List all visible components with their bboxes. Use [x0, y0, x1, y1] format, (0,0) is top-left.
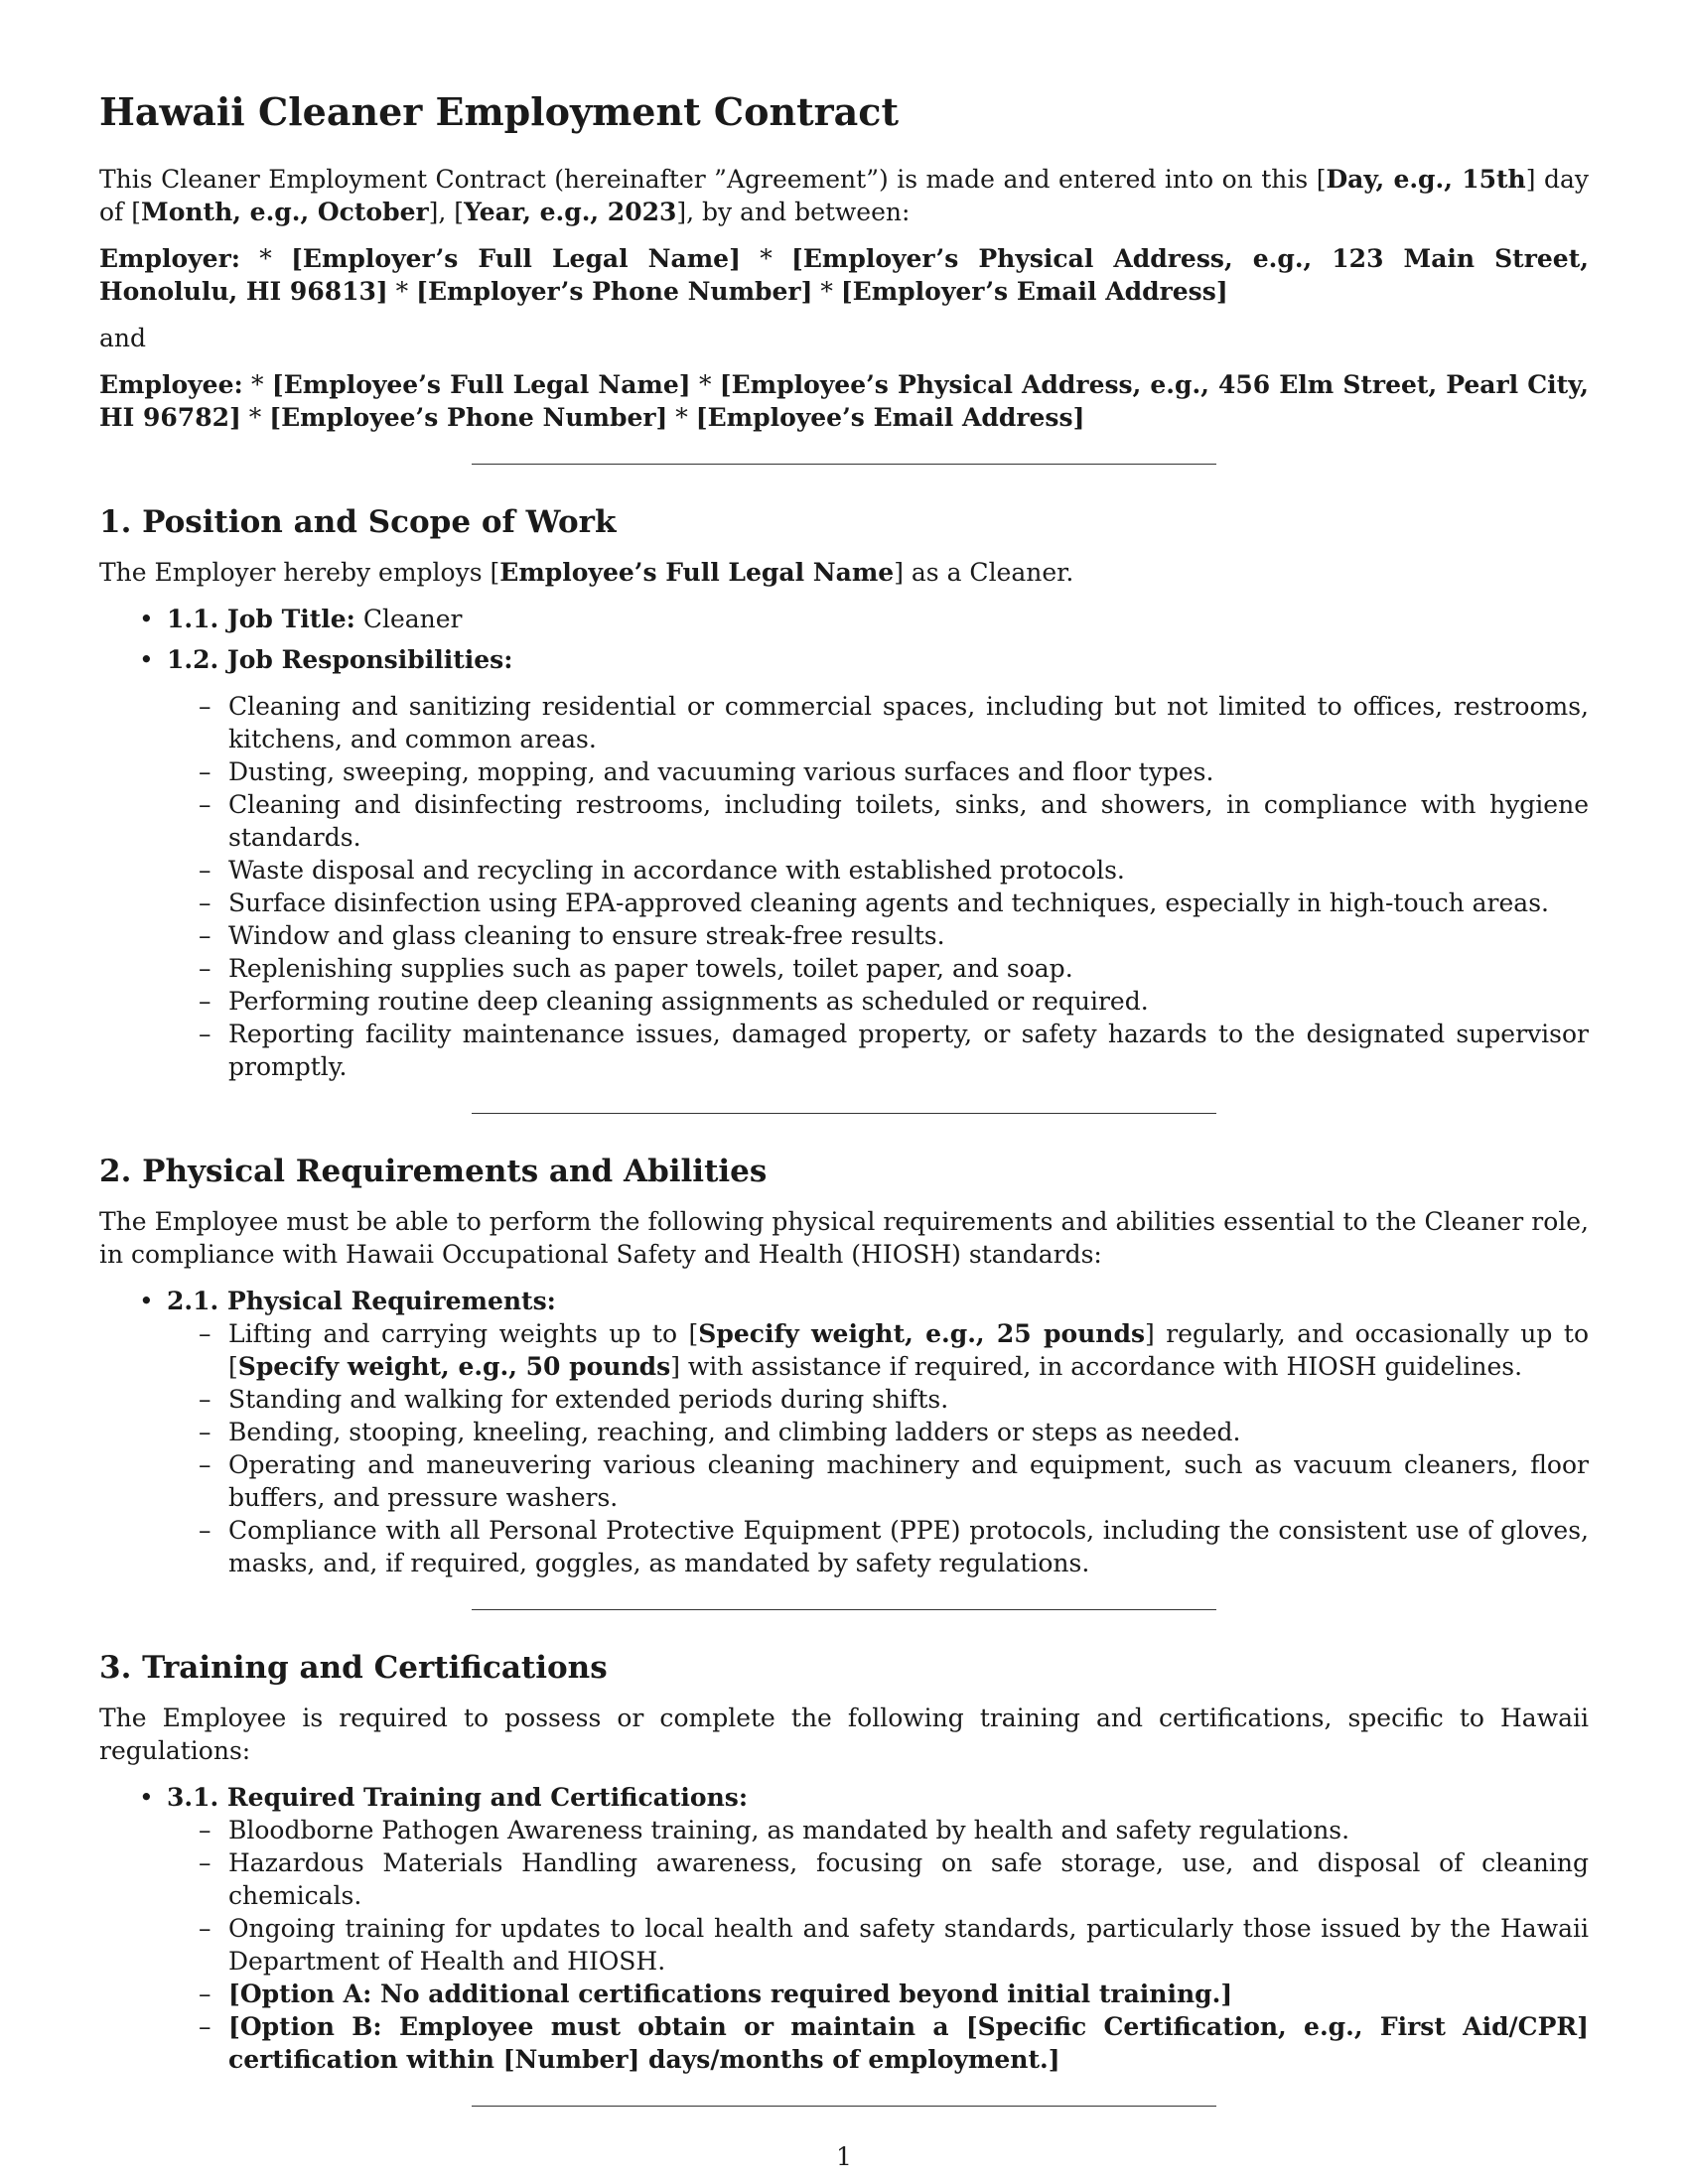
job-responsibilities-item	[99, 643, 1589, 1083]
option-b-item: – [Option B: Employee must obtain or maintain a [Specific Certification, e.g., First Aid/CPR] certification within [Number] days/months of employment.]	[167, 2010, 1589, 2076]
list-item: – Operating and maneuvering various cleaning machinery and equipment, such as vacuum cleaners, floor buffers, and pressure washers.	[167, 1448, 1589, 1514]
list-item: – Compliance with all Personal Protective Equipment (PPE) protocols, including the consistent use of gloves, masks, and, if required, goggles, as mandated by safety regulations.	[167, 1514, 1589, 1579]
employee-name: [Employee’s Full Legal Name]	[271, 370, 691, 399]
employer-name: [Employer’s Full Legal Name]	[291, 244, 741, 273]
physical-requirements-label: 2.1. Physical Requirements:	[167, 1287, 556, 1315]
employer-label: Employer:	[99, 244, 240, 273]
intro-text-3: ], [	[428, 198, 465, 226]
list-item: – Cleaning and sanitizing residential or commercial spaces, including but not limited to offices, restrooms, kitchens, and common areas.	[167, 690, 1589, 755]
and-text: and	[99, 324, 147, 352]
section-2-intro: The Employee must be able to perform the following physical requirements and abilities essential to the Cleaner role, in compliance with Hawaii Occupational Safety and Health (HIOSH) standards:	[99, 1207, 1589, 1269]
intro-text-4: ], by and between:	[676, 198, 911, 226]
page-number: 1	[836, 2142, 852, 2171]
list-item: – Standing and walking for extended periods during shifts.	[167, 1383, 1589, 1416]
contract-page	[99, 87, 1589, 2144]
list-item: – Bending, stooping, kneeling, reaching, and climbing ladders or steps as needed.	[167, 1416, 1589, 1448]
intro-text-2: ] day of [	[99, 165, 1589, 226]
option-a-item: – [Option A: No additional certifications required beyond initial training.]	[167, 1978, 1589, 2010]
list-item: – Reporting facility maintenance issues, damaged property, or safety hazards to the designated supervisor promptly.	[167, 1018, 1589, 1083]
job-title-value: Cleaner	[354, 605, 463, 633]
physical-requirements-list	[167, 1317, 1589, 1579]
job-title-label: 1.1. Job Title:	[167, 605, 355, 633]
section-1-intro: The Employer hereby employs [Employee’s Full Legal Name] as a Cleaner.	[99, 558, 1074, 587]
section-1-list	[99, 603, 1589, 1083]
list-item: – Dusting, sweeping, mopping, and vacuuming various surfaces and floor types.	[167, 755, 1589, 788]
section-divider	[472, 2106, 1216, 2107]
list-item: – Bloodborne Pathogen Awareness training, as mandated by health and safety regulations.	[167, 1814, 1589, 1846]
section-2-list	[99, 1285, 1589, 1579]
intro-year: Year, e.g., 2023	[464, 198, 677, 226]
list-item: – Performing routine deep cleaning assignments as scheduled or required.	[167, 985, 1589, 1018]
training-label: 3.1. Required Training and Certifications:	[167, 1783, 749, 1812]
employee-email: [Employee’s Email Address]	[695, 403, 1085, 432]
intro-month: Month, e.g., October	[141, 198, 429, 226]
section-3-list	[99, 1781, 1589, 2076]
section-divider	[472, 464, 1216, 465]
list-item: – Waste disposal and recycling in accordance with established protocols.	[167, 854, 1589, 887]
training-list	[167, 1814, 1589, 2076]
list-item: – Cleaning and disinfecting restrooms, including toilets, sinks, and showers, in compliance with hygiene standards.	[167, 788, 1589, 854]
section-3-heading: 3. Training and Certifications	[99, 1650, 608, 1686]
list-item: – Replenishing supplies such as paper towels, toilet paper, and soap.	[167, 952, 1589, 985]
employee-address: [Employee’s Physical Address, e.g., 456 Elm Street, Pearl City, HI 96782]	[99, 370, 1590, 432]
list-item: – Lifting and carrying weights up to [Specify weight, e.g., 25 pounds] regularly, and occasionally up to [Specify weight, e.g., 50 pounds] with assistance if required, in accordance with HIOSH guidelines.	[167, 1317, 1589, 1383]
list-item: – Ongoing training for updates to local health and safety standards, particularly those issued by the Hawaii Department of Health and HIOSH.	[167, 1912, 1589, 1978]
intro-text-1: This Cleaner Employment Contract (hereinafter ”Agreement”) is made and entered into on this [	[99, 165, 1327, 194]
training-item	[99, 1781, 1589, 2076]
job-responsibilities-label: 1.2. Job Responsibilities:	[167, 645, 513, 674]
employee-phone: [Employee’s Phone Number]	[269, 403, 668, 432]
physical-requirements-item	[99, 1285, 1589, 1579]
employer-phone: [Employer’s Phone Number]	[416, 277, 813, 306]
intro-day: Day, e.g., 15th	[1326, 165, 1526, 194]
section-divider	[472, 1609, 1216, 1610]
employer-address: [Employer’s Physical Address, e.g., 123 Main Street, Honolulu, HI 96813]	[99, 244, 1589, 306]
section-divider	[472, 1113, 1216, 1114]
employer-email: [Employer’s Email Address]	[840, 277, 1228, 306]
employer-block: Employer: * [Employer’s Full Legal Name] * [Employer’s Physical Address, e.g., 123 Main Street, Honolulu, HI 96813] * [Employer’s Phone Number] * [Employer’s Email Address]	[99, 244, 1589, 306]
employee-label: Employee:	[99, 370, 243, 399]
list-item: – Window and glass cleaning to ensure streak-free results.	[167, 919, 1589, 952]
employee-block: Employee: * [Employee’s Full Legal Name] * [Employee’s Physical Address, e.g., 456 Elm Street, Pearl City, HI 96782] * [Employee’s Phone Number] * [Employee’s Email Address]	[99, 370, 1590, 432]
responsibilities-list	[167, 690, 1589, 1083]
list-item: – Surface disinfection using EPA-approved cleaning agents and techniques, especially in high-touch areas.	[167, 887, 1589, 919]
section-3-intro: The Employee is required to possess or complete the following training and certifications, specific to Hawaii regulations:	[99, 1704, 1589, 1765]
job-title-item	[99, 603, 1589, 635]
list-item: – Hazardous Materials Handling awareness, focusing on safe storage, use, and disposal of cleaning chemicals.	[167, 1846, 1589, 1912]
section-2-heading: 2. Physical Requirements and Abilities	[99, 1154, 768, 1189]
intro-paragraph	[99, 163, 1589, 228]
section-1-heading: 1. Position and Scope of Work	[99, 504, 617, 540]
document-title: Hawaii Cleaner Employment Contract	[99, 89, 899, 134]
